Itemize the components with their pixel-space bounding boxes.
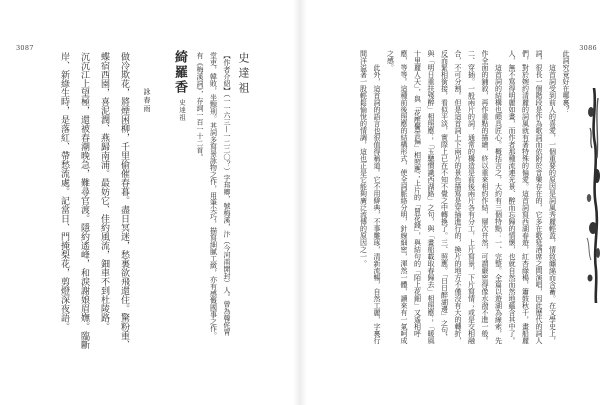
author-heading: 史達祖 <box>237 52 250 97</box>
commentary-paragraph: 這首詞的結構也頗具匠心。概括言之，大約有三個特點：一、完整。全篇以遊湖為線索，先作全面的鋪敘，再作重點的描繪，終以重來相約作結，層次井然，可謂嚴密得像水潑不進一般。二、穿插。一般兩片的詞，通常的構造是前後兩片各有分工，上片寫景，下片寫情；或是交相融合，不可分割。但是這首詞上下兩片的景色描寫是穿插進行的，換片的地方不僅沒有大的轉折，反而緊相銜接，看似平淡，實際上已在不知不覺之中轉換了。三、照應。「日日醉湖邊」之句，與「明日重扶殘醉」相照應；「玉驄慣識西湖路」之句，與「畫船載取春歸去」相照應；「暖風十里麗人天」，與「花壓鬢雲偏」相照應；上片的「買花錢」，與結句的「陌上花鈿」又遙相呼應，等等。這種前後照應的結構形式，使全詞脈絡分明，針線細密，渾然一體，讀來有一氣呵成之感。 <box>386 50 503 344</box>
poem-body <box>54 52 134 352</box>
right-page <box>300 0 600 405</box>
author-bio-text: 【作者介紹】（一一六三—一二二〇？）字邦卿，號梅溪，汴（今河南開封）人。曾為韓侂胄堂吏，韓敗，坐黥刑。其詞多寫景詠物之作，用筆尖巧，描寫細膩工緻，亦有感慨國事之作。有《梅溪詞》，存詞一百一十二首。 <box>196 52 231 339</box>
poem-title: 綺羅香 <box>172 50 187 95</box>
author-bio <box>192 52 233 342</box>
page-number: 3087 <box>16 44 34 52</box>
poem-subtitle: 詠春雨 <box>143 88 151 114</box>
commentary-paragraph: 這首詞受到前人的喜愛，一個重要的原因是詞風秀麗輕盈，情致纏綿而含蓄。在文學史上，詞，很長一個階段是作為歌詞而依附於音樂存在的，它多在歌筵酒席之間演唱，因此歷代的詞人們，對於婉約清麗的詞風就有著特殊的偏愛。這首詞寫西湖春遊，紅杏綠楊，簫鼓秋千，畫船麗人，無不寫得明麗如畫，而作者那種流連光景、醉而忘歸的情懷，也就自然而然地蘊含其中了。 <box>508 50 557 344</box>
poem-stanza-2: 沉沉江上望極，還被春潮晚急，難尋官渡。隱約遙峰，和淚謝娘眉嫵。臨斷岸、新綠生時，是落紅、帶愁流處。記當日、門掩梨花，剪燈深夜語。 <box>59 52 89 349</box>
poem-author: 史達祖 <box>178 99 186 122</box>
commentary-paragraph: 此詞究竟好在哪裏？ <box>562 50 570 113</box>
poem-stanza-1: 做冷欺花，將煙困柳，千里偷催春暮。盡日冥迷，愁裏欲飛還住。驚粉重、蝶宿西園，喜泥潤、燕歸南浦。最妨它、佳約風流，鈿車不到杜陵路。 <box>99 52 129 349</box>
commentary-paragraph: 此外，這首詞的語言也很值得稱道。它不用僻典，不事雕琢，清新流暢，自然工麗，字裏行間洋溢著一股輕鬆愉悅的情調，這也正是它能夠廣泛流傳的原因之一。 <box>359 50 381 344</box>
ink-painting-fragment <box>584 88 600 303</box>
commentary <box>314 50 572 345</box>
page-number: 3086 <box>579 44 597 52</box>
